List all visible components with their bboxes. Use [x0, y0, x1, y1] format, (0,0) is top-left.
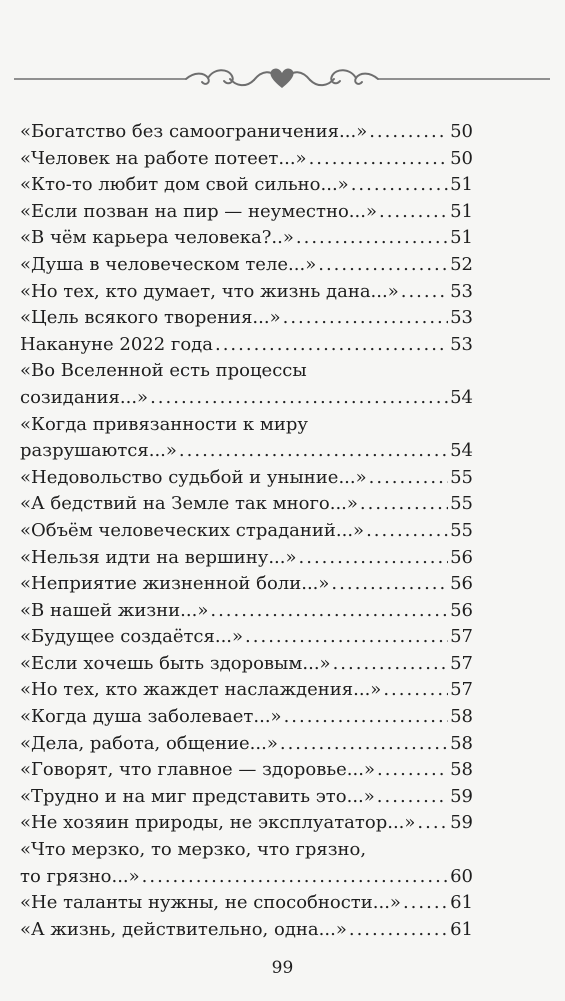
toc-page-number: 54	[450, 386, 473, 408]
toc-page-number: 55	[450, 466, 473, 488]
toc-entry[interactable]	[20, 704, 473, 731]
toc-page-number: 61	[450, 892, 473, 914]
toc-entry-title: «Если позван на пир — неуместно...»	[20, 200, 377, 222]
page-number: 99	[271, 958, 294, 978]
toc-entry[interactable]	[20, 172, 473, 199]
toc-page-number: 50	[450, 147, 473, 169]
toc-entry-title: «Цель всякого творения...»	[20, 307, 281, 329]
dot-leader	[318, 252, 448, 279]
toc-page-number: 51	[450, 200, 473, 222]
toc-entry[interactable]	[20, 837, 473, 890]
toc-entry-title: «Трудно и на миг представить это...»	[20, 785, 375, 807]
dot-leader	[377, 784, 448, 811]
dot-leader	[150, 385, 448, 412]
toc-entry-title: «Не таланты нужны, не способности...»	[20, 892, 401, 914]
dot-leader	[284, 704, 449, 731]
toc-entry[interactable]	[20, 491, 473, 518]
toc-entry-title: то грязно...»	[20, 865, 140, 887]
toc-page-number: 56	[450, 573, 473, 595]
toc-page-number: 58	[450, 732, 473, 754]
toc-page-number: 53	[450, 307, 473, 329]
toc-entry[interactable]	[20, 332, 473, 359]
toc-page-number: 51	[450, 174, 473, 196]
toc-entry-title: «В нашей жизни...»	[20, 599, 209, 621]
toc-entry-title: «Если хочешь быть здоровым...»	[20, 652, 331, 674]
dot-leader	[369, 465, 448, 492]
toc-entry[interactable]	[20, 917, 473, 944]
toc-entry[interactable]	[20, 598, 473, 625]
toc-page-number: 53	[450, 333, 473, 355]
toc-entry-title: «А жизнь, действительно, одна...»	[20, 918, 347, 940]
toc-entry[interactable]	[20, 571, 473, 598]
toc-entry[interactable]	[20, 465, 473, 492]
toc-page-number: 58	[450, 706, 473, 728]
dot-leader	[377, 757, 448, 784]
dot-leader	[142, 864, 448, 891]
toc-entry[interactable]	[20, 252, 473, 279]
toc-entry-title: «Человек на работе потеет...»	[20, 147, 307, 169]
toc-page-number: 52	[450, 253, 473, 275]
toc-entry-title: созидания...»	[20, 386, 149, 408]
toc-entry[interactable]	[20, 784, 473, 811]
toc-entry-title: «Но тех, кто думает, что жизнь дана...»	[20, 280, 399, 302]
toc-page-number: 56	[450, 546, 473, 568]
toc-entry-title: «Дела, работа, общение...»	[20, 732, 278, 754]
toc-entry[interactable]	[20, 757, 473, 784]
toc-entry-title: «Нельзя идти на вершину...»	[20, 546, 297, 568]
toc-entry-title: разрушаются...»	[20, 440, 177, 462]
toc-page-number: 51	[450, 227, 473, 249]
toc-entry-title: Накануне 2022 года	[20, 333, 213, 355]
toc-page-number: 60	[450, 865, 473, 887]
toc-entry-title-line1: «Когда привязанности к миру	[20, 413, 308, 435]
toc-entry[interactable]	[20, 279, 473, 306]
dot-leader	[309, 146, 449, 173]
toc-page-number: 59	[450, 812, 473, 834]
toc-page-number: 57	[450, 679, 473, 701]
table-of-contents	[20, 119, 473, 943]
dot-leader	[403, 890, 448, 917]
dot-leader	[383, 677, 448, 704]
dot-leader	[333, 651, 449, 678]
dot-leader	[401, 279, 448, 306]
dot-leader	[210, 598, 448, 625]
toc-entry-title: «В чём карьера человека?..»	[20, 227, 294, 249]
toc-entry[interactable]	[20, 225, 473, 252]
toc-entry-title: «Душа в человеческом теле...»	[20, 253, 317, 275]
toc-entry-title-line1: «Что мерзко, то мерзко, что грязно,	[20, 839, 367, 861]
dot-leader	[369, 119, 448, 146]
toc-entry[interactable]	[20, 624, 473, 651]
dot-leader	[349, 917, 448, 944]
toc-page-number: 53	[450, 280, 473, 302]
toc-entry[interactable]	[20, 146, 473, 173]
toc-page-number: 61	[450, 918, 473, 940]
toc-page-number: 50	[450, 121, 473, 142]
toc-entry-title: «Объём человеческих страданий...»	[20, 519, 365, 541]
toc-entry[interactable]	[20, 651, 473, 678]
toc-entry-title: «Когда душа заболевает...»	[20, 706, 282, 728]
toc-entry-title: «Говорят, что главное — здоровье...»	[20, 759, 375, 781]
toc-entry-title: «Будущее создаётся...»	[20, 626, 244, 648]
ornament-divider-icon	[14, 64, 550, 94]
toc-entry-title: «Кто-то любит дом свой сильно...»	[20, 174, 349, 196]
toc-entry[interactable]	[20, 731, 473, 758]
toc-entry-title: «Не хозяин природы, не эксплуататор...»	[20, 812, 416, 834]
toc-entry[interactable]	[20, 305, 473, 332]
toc-page-number: 56	[450, 599, 473, 621]
dot-leader	[331, 571, 448, 598]
dot-leader	[299, 545, 449, 572]
toc-entry[interactable]	[20, 518, 473, 545]
toc-entry[interactable]	[20, 412, 473, 465]
toc-page-number: 55	[450, 493, 473, 515]
dot-leader	[351, 172, 448, 199]
toc-page-number: 54	[450, 440, 473, 462]
dot-leader	[245, 624, 448, 651]
dot-leader	[379, 199, 448, 226]
toc-entry[interactable]	[20, 545, 473, 572]
toc-entry-title: «Недовольство судьбой и уныние...»	[20, 466, 367, 488]
toc-entry[interactable]	[20, 358, 473, 411]
dot-leader	[283, 305, 448, 332]
toc-entry-title: «А бедствий на Земле так много...»	[20, 493, 358, 515]
toc-entry[interactable]	[20, 810, 473, 837]
toc-page-number: 57	[450, 652, 473, 674]
toc-entry[interactable]	[20, 199, 473, 226]
toc-entry-title-line1: «Во Вселенной есть процессы	[20, 360, 307, 382]
toc-entry-title: «Богатство без самоограничения...»	[20, 121, 368, 142]
toc-page-number: 58	[450, 759, 473, 781]
dot-leader	[215, 332, 448, 359]
toc-entry[interactable]	[20, 119, 473, 146]
toc-entry-title: «Но тех, кто жаждет наслаждения...»	[20, 679, 382, 701]
dot-leader	[417, 810, 448, 837]
toc-page-number: 59	[450, 785, 473, 807]
toc-entry[interactable]	[20, 890, 473, 917]
dot-leader	[280, 731, 448, 758]
dot-leader	[296, 225, 448, 252]
toc-entry[interactable]	[20, 677, 473, 704]
dot-leader	[360, 491, 448, 518]
toc-entry-title: «Неприятие жизненной боли...»	[20, 573, 330, 595]
dot-leader	[366, 518, 448, 545]
toc-page-number: 55	[450, 519, 473, 541]
toc-page-number: 57	[450, 626, 473, 648]
dot-leader	[179, 438, 448, 465]
